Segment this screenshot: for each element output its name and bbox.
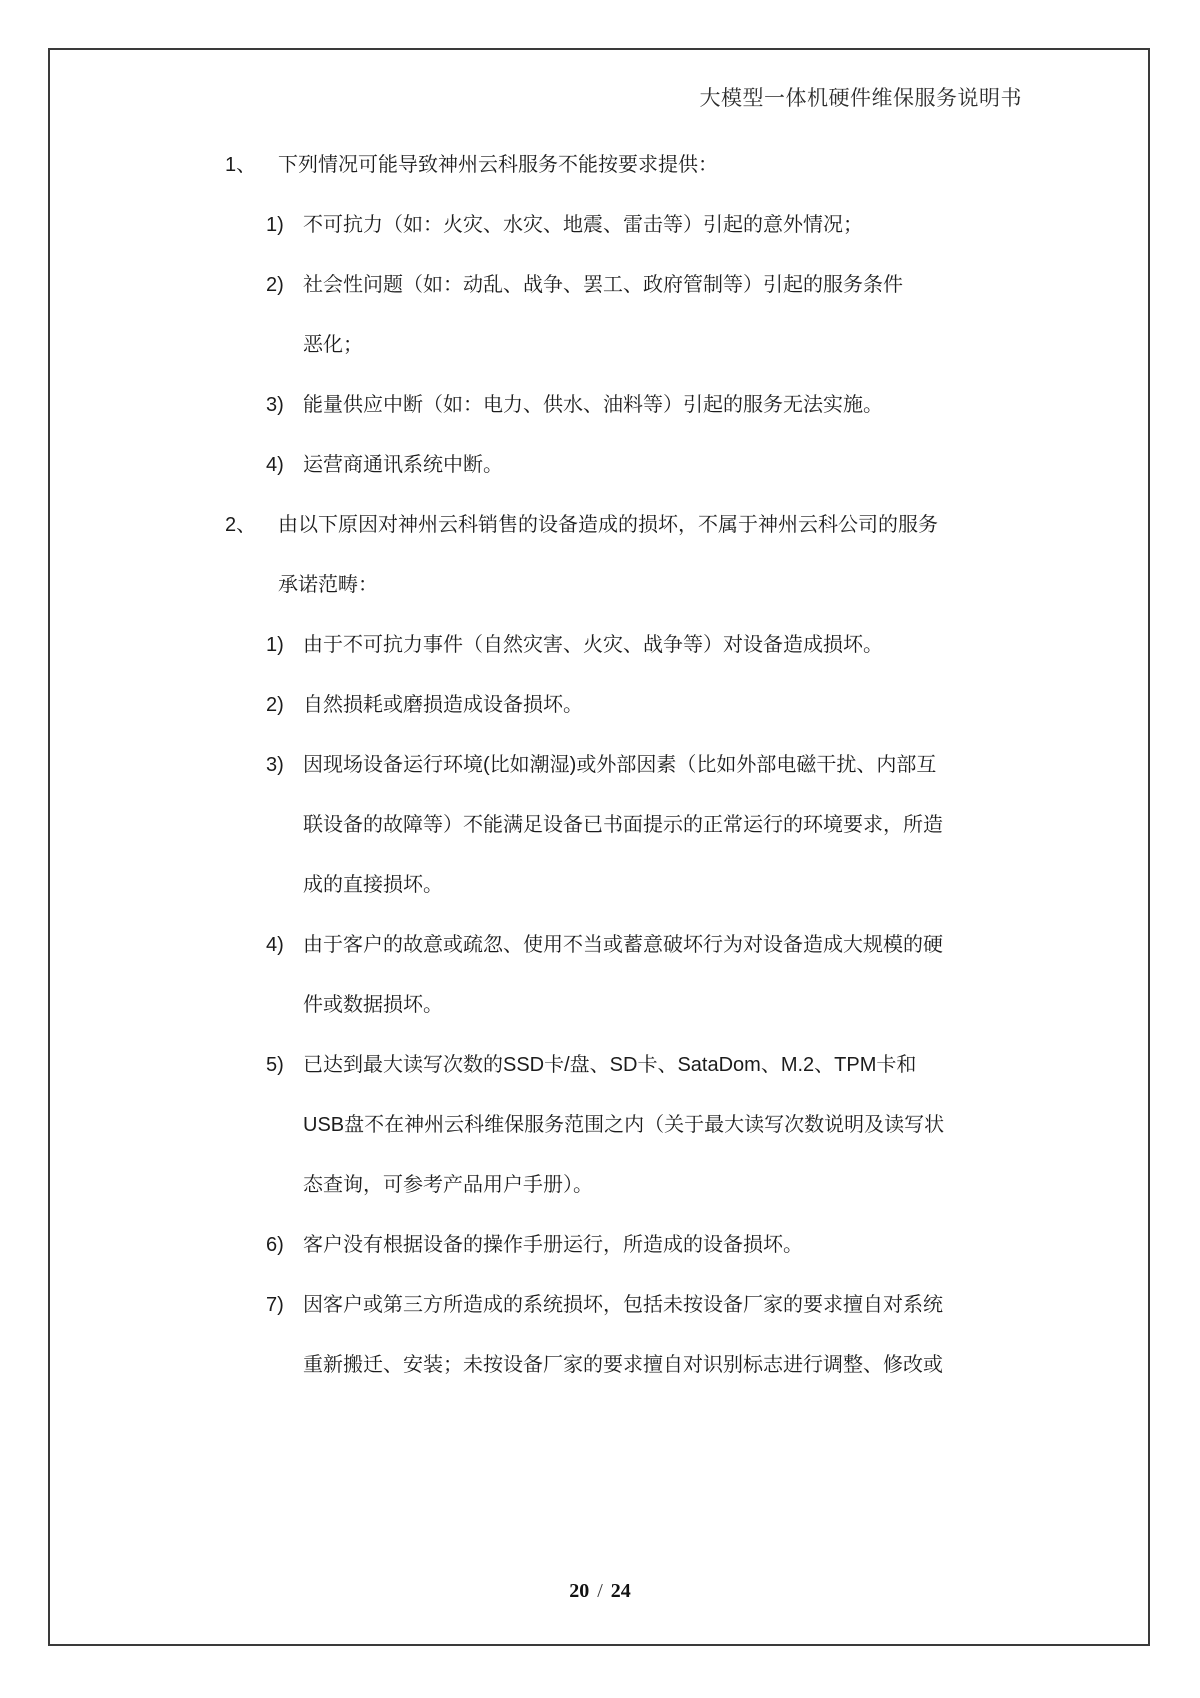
page-number xyxy=(0,1580,1200,1603)
page-number-total: 24 xyxy=(610,1580,631,1602)
list-item-continuation xyxy=(0,855,1200,915)
item-number: 3) xyxy=(266,754,284,776)
item-text: 件或数据损坏。 xyxy=(303,994,443,1016)
item-number: 4) xyxy=(266,934,284,956)
item-number: 2) xyxy=(266,274,284,296)
page-number-separator: / xyxy=(597,1580,603,1602)
list-item xyxy=(0,375,1200,435)
list-item xyxy=(0,255,1200,315)
section-2-heading xyxy=(0,495,1200,555)
section-number: 2、 xyxy=(225,514,257,536)
item-text: 恶化； xyxy=(303,334,363,356)
item-text: 自然损耗或磨损造成设备损坏。 xyxy=(303,694,583,716)
list-item xyxy=(0,435,1200,495)
list-item-continuation xyxy=(0,795,1200,855)
list-item xyxy=(0,615,1200,675)
item-text: 运营商通讯系统中断。 xyxy=(303,454,503,476)
section-2-heading-continuation xyxy=(0,555,1200,615)
document-header-title: 大模型一体机硬件维保服务说明书 xyxy=(699,86,1022,110)
item-text: 重新搬迁、安装；未按设备厂家的要求擅自对识别标志进行调整、修改或 xyxy=(303,1354,943,1376)
item-text: 能量供应中断（如：电力、供水、油料等）引起的服务无法实施。 xyxy=(303,394,883,416)
item-text: 由于不可抗力事件（自然灾害、火灾、战争等）对设备造成损坏。 xyxy=(303,634,883,656)
section-1-heading xyxy=(0,135,1200,195)
list-item xyxy=(0,1035,1200,1095)
list-item xyxy=(0,195,1200,255)
item-text: 因现场设备运行环境(比如潮湿)或外部因素（比如外部电磁干扰、内部互 xyxy=(303,754,937,776)
section-title: 下列情况可能导致神州云科服务不能按要求提供： xyxy=(278,154,718,176)
item-number: 2) xyxy=(266,694,284,716)
item-number: 1) xyxy=(266,634,284,656)
list-item xyxy=(0,1275,1200,1335)
item-text: 已达到最大读写次数的SSD卡/盘、SD卡、SataDom、M.2、TPM卡和 xyxy=(303,1054,917,1076)
section-number: 1、 xyxy=(225,154,257,176)
list-item-continuation xyxy=(0,1155,1200,1215)
list-item xyxy=(0,735,1200,795)
section-title: 由以下原因对神州云科销售的设备造成的损坏，不属于神州云科公司的服务 xyxy=(278,514,938,536)
item-text: 成的直接损坏。 xyxy=(303,874,443,896)
document-body xyxy=(0,135,1200,1395)
item-text: 因客户或第三方所造成的系统损坏，包括未按设备厂家的要求擅自对系统 xyxy=(303,1294,943,1316)
list-item xyxy=(0,1215,1200,1275)
item-text: 态查询，可参考产品用户手册）。 xyxy=(303,1174,593,1196)
item-number: 1) xyxy=(266,214,284,236)
item-text: 客户没有根据设备的操作手册运行，所造成的设备损坏。 xyxy=(303,1234,803,1256)
item-number: 5) xyxy=(266,1054,284,1076)
item-text: USB盘不在神州云科维保服务范围之内（关于最大读写次数说明及读写状 xyxy=(303,1114,945,1136)
item-number: 7) xyxy=(266,1294,284,1316)
item-text: 不可抗力（如：火灾、水灾、地震、雷击等）引起的意外情况； xyxy=(303,214,863,236)
item-number: 6) xyxy=(266,1234,284,1256)
item-text: 联设备的故障等）不能满足设备已书面提示的正常运行的环境要求，所造 xyxy=(303,814,943,836)
item-text: 社会性问题（如：动乱、战争、罢工、政府管制等）引起的服务条件 xyxy=(303,274,903,296)
list-item-continuation xyxy=(0,975,1200,1035)
list-item xyxy=(0,915,1200,975)
page-number-current: 20 xyxy=(569,1580,590,1602)
item-number: 4) xyxy=(266,454,284,476)
list-item xyxy=(0,675,1200,735)
list-item-continuation xyxy=(0,1095,1200,1155)
item-number: 3) xyxy=(266,394,284,416)
list-item-continuation xyxy=(0,1335,1200,1395)
section-title: 承诺范畴： xyxy=(278,574,378,596)
list-item-continuation xyxy=(0,315,1200,375)
item-text: 由于客户的故意或疏忽、使用不当或蓄意破坏行为对设备造成大规模的硬 xyxy=(303,934,943,956)
